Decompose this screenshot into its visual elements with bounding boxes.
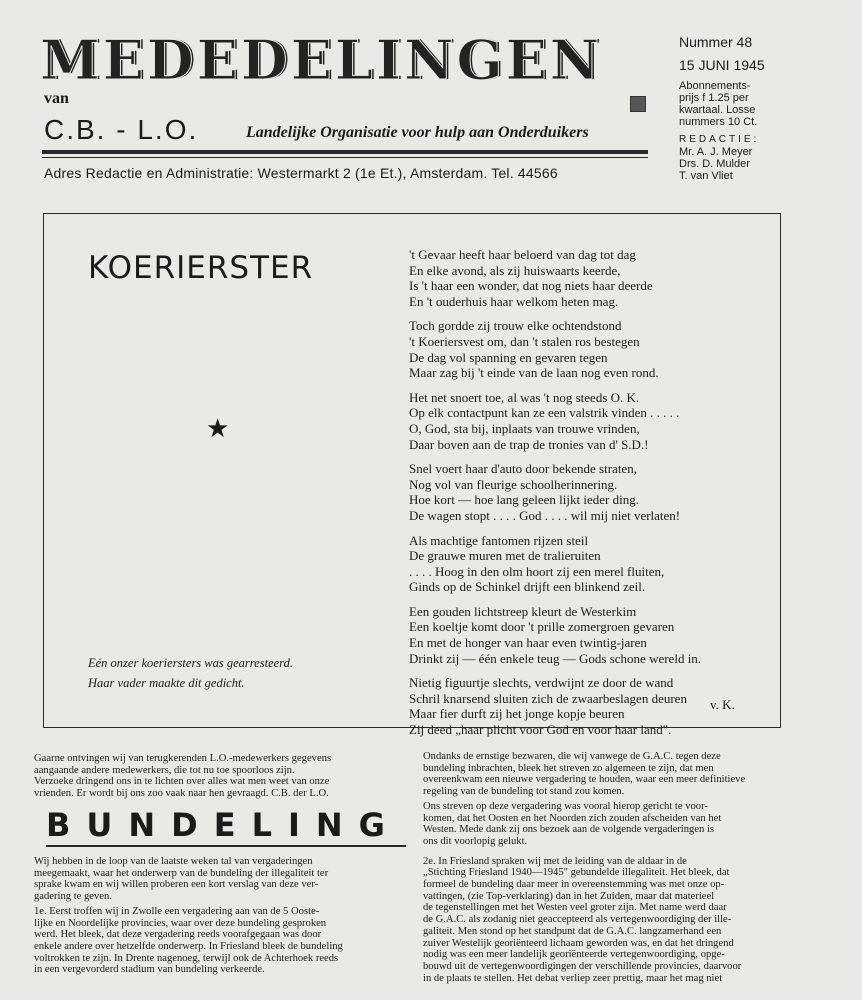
- poem-line: Ginds op de Schinkel drijft een blinkend zeil.: [409, 579, 646, 595]
- editor-name: Drs. D. Mulder: [679, 158, 750, 170]
- poem-signature: v. K.: [710, 697, 735, 712]
- article-line: ons dit voorlopig gelukt.: [423, 835, 528, 847]
- article-line: komen, dat het Oosten en het Noorden zich zouden afscheiden van het: [423, 812, 722, 824]
- seal-icon: [630, 96, 646, 112]
- intro-line: aangaande andere medewerkers, die tot nu toe spoorloos zijn.: [34, 764, 295, 776]
- organization-name: C.B. - L.O.: [44, 114, 199, 145]
- star-icon: ★: [206, 414, 230, 443]
- poem-note-line: Haar vader maakte dit gedicht.: [88, 676, 245, 690]
- poem-stanza: [409, 461, 769, 523]
- poem-line: En 't ouderhuis haar welkom heten mag.: [409, 293, 619, 309]
- editor-name: Mr. A. J. Meyer: [679, 146, 753, 158]
- article-line: formeel de bundeling daar meer in overeenstemming was met onze op-: [423, 879, 725, 891]
- article-line: 2e. In Friesland spraken wij met de leiding van de aldaar in de: [423, 855, 687, 867]
- article-line: sprake kwam en wij willen proberen een kort verslag van deze ver-: [34, 879, 319, 891]
- subscription-line: nummers 10 Ct.: [679, 116, 758, 128]
- poem-line: Toch gordde zij trouw elke ochtendstond: [409, 318, 622, 334]
- section-heading: BUNDELING: [46, 806, 401, 844]
- poem-note-line: Eén onzer koeriersters was gearresteerd.: [88, 656, 293, 670]
- intro-line: Gaarne ontvingen wij van terugkerenden L.O.-medewerkers gegevens: [34, 753, 332, 764]
- poem-line: Daar boven aan de trap de tronies van d' S.D.!: [409, 436, 649, 452]
- article-line: gadering te geven.: [34, 891, 112, 903]
- poem-line: De wagen stopt . . . . God . . . . wil mij niet verlaten!: [409, 507, 681, 523]
- poem-line: Op elk contactpunt kan ze een valstrik vinden . . . . .: [409, 405, 680, 421]
- poem-line: Maar zag bij 't einde van de laan nog even rond.: [409, 365, 659, 381]
- article-line: Ons streven op deze vergadering was vooral hierop gericht te voor-: [423, 800, 708, 812]
- poem-line: 't Koeriersvest om, dan 't stalen ros bestegen: [409, 333, 640, 349]
- poem-line: . . . . Hoog in den olm hoort zij een merel fluiten,: [409, 563, 665, 579]
- article-paragraph: [34, 906, 412, 976]
- subscription-line: kwartaal. Losse: [679, 104, 756, 116]
- poem-line: Schril knarsend sluiten zich de zwaarbeslagen deuren: [409, 690, 687, 706]
- article-right-column: [423, 751, 813, 987]
- subscription-line: Abonnements-: [679, 80, 751, 92]
- poem-line: Zij deed „haar plicht voor God en voor haar land".: [409, 722, 672, 738]
- issue-number: Nummer 48: [679, 34, 753, 50]
- article-line: Ondanks de ernstige bezwaren, die wij vanwege de G.A.C. tegen deze: [423, 751, 721, 762]
- issue-date: 15 JUNI 1945: [679, 57, 765, 73]
- article-line: Westen. Mede dank zij ons bezoek aan de volgende vergaderingen is: [423, 824, 715, 836]
- subscription-line: prijs f 1.25 per: [679, 92, 749, 104]
- editor-name: T. van Vliet: [679, 170, 733, 182]
- intro-line: Verzoeke dringend ons in te lichten over alles wat men weet van onze: [34, 776, 330, 788]
- address-line: Adres Redactie en Administratie: Westermarkt 2 (1e Et.), Amsterdam. Tel. 44566: [44, 165, 558, 181]
- article-line: lijke en Noordelijke provincies, waar over deze bundeling gesproken: [34, 917, 327, 929]
- poem-line: 't Gevaar heeft haar beloerd van dag tot dag: [409, 247, 636, 262]
- article-paragraph: [34, 856, 412, 903]
- poem-stanza: [409, 604, 769, 666]
- poem-line: Een koeltje komt door 't prille zomergroen gevaren: [409, 619, 675, 635]
- poem-line: O, God, sta bij, inplaats van trouwe vrinden,: [409, 420, 640, 436]
- poem-title: KOERIERSTER: [88, 250, 314, 286]
- article-line: overeenkwam een nieuwe vergadering te houden, waar een meer definitieve: [423, 774, 746, 786]
- article-line: voltrokken te zijn. In Drente nagenoeg, terwijl ook de Achterhoek reeds: [34, 952, 339, 964]
- article-line: regeling van de bundeling tot stand zou komen.: [423, 786, 625, 798]
- poem-line: De grauwe muren met de tralieruiten: [409, 548, 601, 564]
- article-line: „Stichting Friesland 1940—1945" gebundelde illegaliteit. Het bleek, dat: [423, 867, 730, 879]
- poem-line: De dag vol spanning en gevaren tegen: [409, 349, 608, 365]
- article-line: bouwd uit de vertegenwoordigingen der verschillende provincies, daarvoor: [423, 960, 742, 972]
- poem-line: Nog vol van fleurige schoolherinnering.: [409, 476, 618, 492]
- poem-body: [409, 247, 769, 747]
- article-line: vattingen, (zie Top-verklaring) dan in het Zuiden, maar dat materieel: [423, 890, 715, 902]
- organization-subtitle: Landelijke Organisatie voor hulp aan Onderduikers: [246, 124, 589, 141]
- article-line: meegemaakt, waar het onderwerp van de bundeling der illegaliteit ter: [34, 867, 329, 879]
- article-line: nodig was een meer landelijk georiënteerde vertegenwoordiging, opge-: [423, 949, 725, 961]
- header-rule-thin: [42, 157, 648, 158]
- masthead-van: van: [44, 90, 69, 107]
- article-left-column: [34, 856, 412, 979]
- poem-note: [88, 653, 293, 693]
- poem-stanza: [409, 318, 769, 380]
- poem-line: Maar fier durft zij het jonge kopje beuren: [409, 706, 625, 722]
- article-line: in een vergevorderd stadium van bundeling verkeerde.: [34, 964, 265, 976]
- article-line: de G.A.C. als zodanig niet geaccepteerd als vertegenwoordiging der ille-: [423, 914, 732, 926]
- redactie-label: REDACTIE:: [679, 134, 760, 145]
- article-line: 1e. Eerst troffen wij in Zwolle een vergadering aan van de 5 Ooste-: [34, 905, 320, 917]
- poem-line: Is 't haar een wonder, dat nog niets haar deerde: [409, 278, 653, 294]
- article-line: in de plaats te stellen. Het debat verliep zeer prettig, maar het mag niet: [423, 972, 723, 984]
- poem-line: Een gouden lichtstreep kleurt de Westerkim: [409, 603, 637, 619]
- poem-line: Snel voert haar d'auto door bekende straten,: [409, 461, 637, 477]
- poem-line: Nietig figuurtje slechts, verdwijnt ze door de wand: [409, 675, 674, 691]
- article-line: bundeling inbrachten, bleek het streven zo algemeen te zijn, dat men: [423, 762, 714, 774]
- poem-line: En elke avond, als zij huiswaarts keerde,: [409, 262, 621, 278]
- article-paragraph: [423, 751, 813, 798]
- masthead-title: MEDEDELINGEN: [40, 28, 603, 92]
- editors-list: [679, 146, 752, 182]
- poem-stanza: [409, 247, 769, 309]
- poem-line: Als machtige fantomen rijzen steil: [409, 532, 589, 548]
- poem-stanza: [409, 390, 769, 452]
- poem-line: Hoe kort — hoe lang geleen lijkt ieder ding.: [409, 492, 639, 508]
- article-line: galiteit. Men stond op het standpunt dat de G.A.C. langzamerhand een: [423, 925, 722, 937]
- article-line: de tegenstellingen met het Westen veel groter zijn. Met name werd daar: [423, 902, 727, 914]
- article-line: werd. Het bleek, dat deze vergadering reeds voorafgegaan was door: [34, 929, 322, 941]
- article-paragraph: [423, 856, 813, 985]
- intro-notice: [34, 753, 408, 800]
- poem-line: En met de honger van haar even twintig-jaren: [409, 635, 647, 651]
- poem-line: Het net snoert toe, al was 't nog steeds O. K.: [409, 389, 640, 405]
- article-paragraph: [423, 801, 813, 848]
- subscription-info: [679, 80, 757, 128]
- intro-line: vrienden. Er wordt bij ons zoo vaak naar hen gevraagd. C.B. der L.O.: [34, 788, 329, 800]
- article-line: enkele andere over hetzelfde onderwerp. In Friesland bleek de bundeling: [34, 940, 343, 952]
- poem-line: Drinkt zij — één enkele teug — Gods schone wereld in.: [409, 650, 702, 666]
- header-rule: [42, 150, 648, 154]
- heading-rule: [46, 845, 406, 847]
- poem-stanza: [409, 533, 769, 595]
- article-line: zuiver Westelijk georiënteerd lichaam geworden was, en dat het dringend: [423, 937, 734, 949]
- article-line: Wij hebben in de loop van de laatste weken tal van vergaderingen: [34, 856, 313, 867]
